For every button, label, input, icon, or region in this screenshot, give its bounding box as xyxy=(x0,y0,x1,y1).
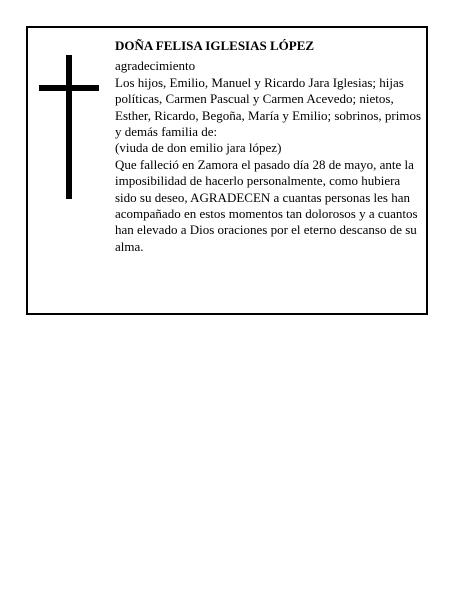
latin-cross-icon xyxy=(39,55,99,199)
thank-you-message: Que falleció en Zamora el pasado día 28 de mayo, ante la imposibilidad de hacerlo personalmente, como hubiera sido su deseo, AGRADECEN a cuantas personas les han acompañado en estos momentos tan dolorosos y a cuantos han elevado a Dios oraciones por el eterno descanso de su alma. xyxy=(115,156,418,254)
obituary-notice-card xyxy=(26,26,428,315)
notice-text-block xyxy=(115,38,421,255)
family-list: Los hijos, Emilio, Manuel y Ricardo Jara Iglesias; hijas políticas, Carmen Pascual y Carmen Acevedo; nietos, Esther, Ricardo, Begoña, María y Emilio; sobrinos, primos y demás familia de: xyxy=(115,74,422,140)
cross-horizontal-bar xyxy=(39,85,99,91)
widow-note: (viuda de don emilio jara lópez) xyxy=(115,140,282,156)
deceased-name: DOÑA FELISA IGLESIAS LÓPEZ xyxy=(115,38,315,53)
notice-heading: agradecimiento xyxy=(115,58,196,74)
cross-vertical-bar xyxy=(66,55,72,199)
